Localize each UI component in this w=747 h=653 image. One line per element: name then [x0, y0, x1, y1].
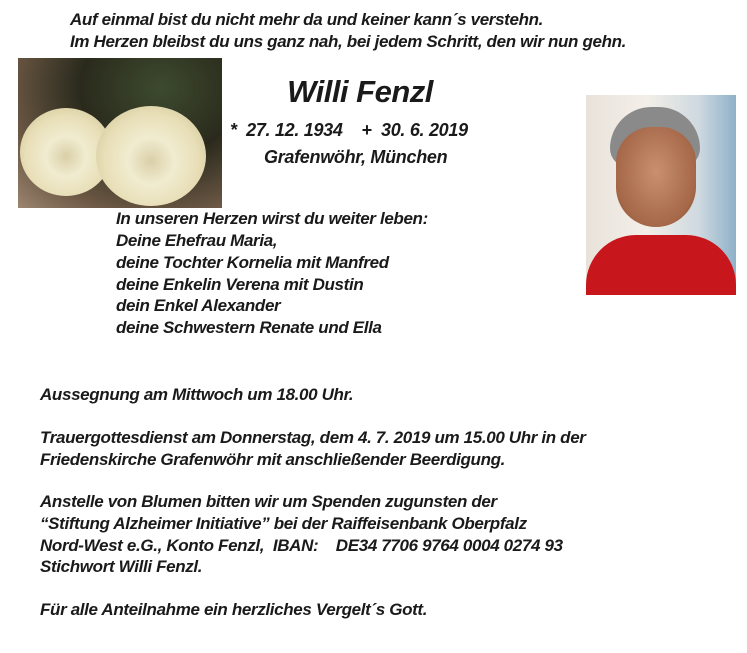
family-member: dein Enkel Alexander [116, 296, 281, 315]
thanks-notice: Für alle Anteilnahme ein herzliches Vergelt´s Gott. [40, 600, 428, 619]
family-member: Deine Ehefrau Maria, [116, 231, 278, 250]
service-notice-line: Trauergottesdienst am Donnerstag, dem 4. 7. 2019 um 15.00 Uhr in der [40, 428, 586, 447]
donation-notice-line: Anstelle von Blumen bitten wir um Spenden zugunsten der [40, 492, 497, 511]
verse-line-1: Auf einmal bist du nicht mehr da und keiner kann´s verstehn. [70, 10, 544, 29]
deceased-name: Willi Fenzl [287, 74, 433, 109]
donation-notice-line: “Stiftung Alzheimer Initiative” bei der Raiffeisenbank Oberpfalz [40, 514, 527, 533]
verse-line-2: Im Herzen bleibst du uns ganz nah, bei jedem Schritt, den wir nun gehn. [70, 32, 627, 51]
places: Grafenwöhr, München [264, 147, 448, 167]
blessing-notice: Aussegnung am Mittwoch um 18.00 Uhr. [40, 385, 354, 404]
donation-iban-line: Nord-West e.G., Konto Fenzl, IBAN: DE34 7706 9764 0004 0274 93 [40, 536, 563, 555]
family-member: deine Tochter Kornelia mit Manfred [116, 253, 389, 272]
life-dates: * 27. 12. 1934 + 30. 6. 2019 [230, 120, 468, 140]
portrait-photo [586, 95, 736, 295]
family-member: deine Enkelin Verena mit Dustin [116, 275, 364, 294]
donation-notice-line: Stichwort Willi Fenzl. [40, 557, 203, 576]
family-member: deine Schwestern Renate und Ella [116, 318, 382, 337]
service-notice-line: Friedenskirche Grafenwöhr mit anschließender Beerdigung. [40, 450, 506, 469]
family-heading: In unseren Herzen wirst du weiter leben: [116, 209, 428, 228]
